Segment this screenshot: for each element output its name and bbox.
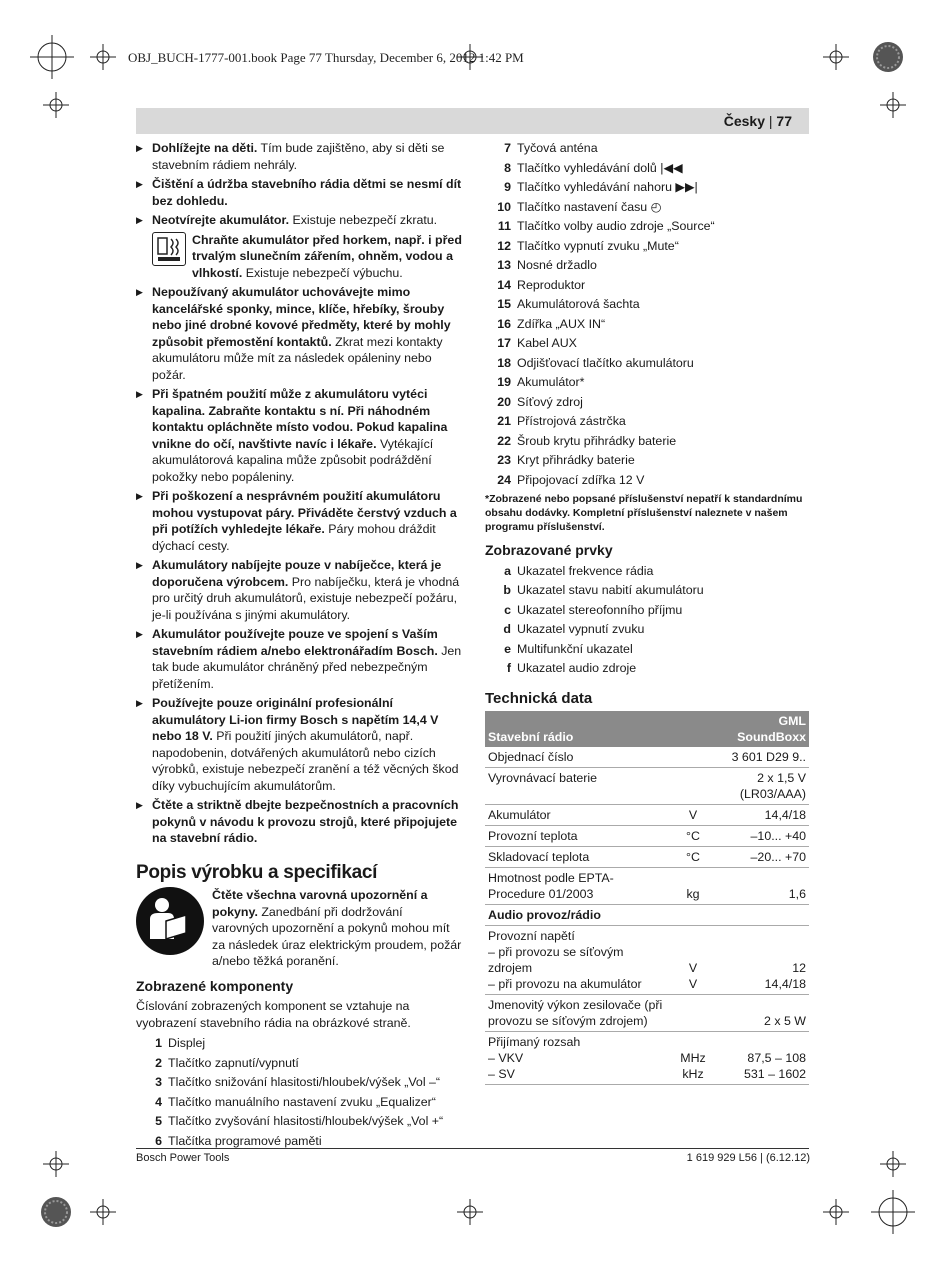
list-item: 20 Síťový zdroj xyxy=(497,394,583,409)
heat-warning: Chraňte akumulátor před horkem, např. i před trvalým slunečním zářením, ohněm, vodou a vlhkostí. Existuje nebezpečí výbuchu. xyxy=(152,232,462,282)
components-intro: Číslování zobrazených komponent se vztahuje na vyobrazení stavebního rádia na obrázkové straně. xyxy=(136,999,411,1030)
list-item: 12 Tlačítko vypnutí zvuku „Mute“ xyxy=(497,238,679,253)
list-item: 13 Nosné držadlo xyxy=(497,258,597,272)
left-column xyxy=(136,140,462,1152)
safety-bullet: ▶ Akumulátory nabíjejte pouze v nabíječce, která je doporučena výrobcem. Pro nabíječku, která je vhodná pro určitý druh akumulátorů, existuje nebezpečí požáru, je-li používána s jinými akumulátory. xyxy=(136,557,462,623)
components-list xyxy=(136,1035,462,1149)
crop-line: OBJ_BUCH-1777-001.book Page 77 Thursday, December 6, 2012 1:42 PM xyxy=(128,50,524,65)
safety-bullet: ▶ Čtěte a striktně dbejte bezpečnostních a pracovních pokynů v návodu k provozu strojů, které připojujete na stavební rádio. xyxy=(136,797,462,847)
list-item: 21 Přístrojová zástrčka xyxy=(497,414,626,428)
safety-bullet: ▶ Dohlížejte na děti. Tím bude zajištěno, aby si děti se stavebním rádiem nehrály. xyxy=(136,140,462,173)
table-row: Vyrovnávací baterie 2 x 1,5 V (LR03/AAA) xyxy=(485,768,809,805)
safety-bullet: ▶ Akumulátor používejte pouze ve spojení s Vaším stavebním rádiem a/nebo elektronářadím Bosch. Jen tak bude akumulátor chráněný před nebezpečným přetížením. xyxy=(136,626,462,692)
list-item: 23 Kryt přihrádky baterie xyxy=(497,453,635,467)
tech-data-table xyxy=(485,711,809,1085)
table-header-row xyxy=(485,711,809,747)
right-column xyxy=(485,140,809,1085)
table-row: Přijímaný rozsah – VKV – SV MHz kHz 87,5 – 108 531 – 1602 xyxy=(485,1032,809,1085)
safety-note: Čtěte všechna varovná upozornění a pokyny. Zanedbání při dodržování varovných upozornění a pokynů mohou mít za následek úraz elektrickým proudem, požár a/nebo těžká poranění. xyxy=(136,887,462,970)
footer-brand: Bosch Power Tools xyxy=(136,1152,230,1164)
table-row: Objednací číslo 3 601 D29 9.. xyxy=(485,747,809,768)
table-row: Skladovací teplota °C –20... +70 xyxy=(485,847,809,868)
battery-heat-warning-icon xyxy=(152,232,186,266)
safety-bullet: ▶ Používejte pouze originální profesionální akumulátory Li-ion firmy Bosch s napětím 14,4 V nebo 18 V. Při použití jiných akumulátorů, např. napodobenin, dotvářených akumulátorů nebo cizích výrobků, existuje nebezpečí zranění a též věcných škod díky vybuchujícím akumulátorům. xyxy=(136,695,462,794)
list-item: 7 Tyčová anténa xyxy=(504,141,598,155)
read-manual-icon xyxy=(136,887,204,955)
table-group-row: Audio provoz/rádio xyxy=(485,905,809,926)
page-header: Česky | 77 xyxy=(723,113,792,129)
list-item: c Ukazatel stereofonního příjmu xyxy=(504,602,683,617)
list-item: 16 Zdířka „AUX IN“ xyxy=(497,316,606,331)
table-row: Provozní napětí – při provozu se síťovým zdrojem – při provozu na akumulátor V V 12 14,4/18 xyxy=(485,926,809,995)
list-item: f Ukazatel audio zdroje xyxy=(506,661,637,675)
table-header-right: GML SoundBoxx xyxy=(713,711,809,747)
list-item: 14 Reproduktor xyxy=(497,277,586,292)
table-row: Hmotnost podle EPTA-Procedure 01/2003 kg 1,6 xyxy=(485,868,809,905)
footer-doc-number: 1 619 929 L56 | (6.12.12) xyxy=(686,1152,810,1164)
list-item: 8 Tlačítko vyhledávání dolů |◀◀ xyxy=(504,160,683,175)
table-row: Provozní teplota °C –10... +40 xyxy=(485,826,809,847)
list-item: 22 Šroub krytu přihrádky baterie xyxy=(497,433,677,448)
list-item: 15 Akumulátorová šachta xyxy=(497,297,640,311)
safety-bullet: ▶ Při špatném použití může z akumulátoru vytéci kapalina. Zabraňte kontaktu s ní. Při náhodném kontaktu opláchněte místo vodou. Pokud kapalina vnikne do očí, navštivte navíc i lékaře. Vytékající akumulátorová kapalina může způsobit podráždění pokožky nebo popáleniny. xyxy=(136,386,462,485)
safety-bullet: ▶ Při poškození a nesprávném použití akumulátoru mohou vystupovat páry. Přiváděte čerstvý vzduch a při potížích vyhledejte lékaře. Páry mohou dráždit dýchací cesty. xyxy=(136,488,462,554)
section-title: Popis výrobku a specifikací xyxy=(136,861,378,883)
components-title: Zobrazené komponenty xyxy=(136,977,294,994)
accessory-note: *Zobrazené nebo popsané příslušenství nepatří k standardnímu obsahu dodávky. Kompletní příslušenství naleznete v našem programu příslušenství. xyxy=(485,493,803,533)
list-item: 24 Připojovací zdířka 12 V xyxy=(497,472,645,487)
safety-bullet: ▶ Čištění a údržba stavebního rádia dětmi se nesmí dít bez dohledu. xyxy=(136,176,462,209)
components-list-continued xyxy=(485,140,809,488)
tech-title: Technická data xyxy=(485,689,593,707)
list-item: 6 Tlačítka programové paměti xyxy=(155,1133,322,1148)
list-item: 5 Tlačítko zvyšování hlasitosti/hloubek/výšek „Vol +“ xyxy=(155,1114,444,1128)
table-header-left: Stavební rádio xyxy=(485,711,713,747)
page-number: 77 xyxy=(776,113,792,129)
header-bar xyxy=(136,108,809,134)
table-row: Jmenovitý výkon zesilovače (při provozu se síťovým zdrojem) 2 x 5 W xyxy=(485,995,809,1032)
list-item: d Ukazatel vypnutí zvuku xyxy=(503,622,645,636)
list-item: 18 Odjišťovací tlačítko akumulátoru xyxy=(497,355,694,370)
list-item: 9 Tlačítko vyhledávání nahoru ▶▶| xyxy=(504,180,698,194)
display-title: Zobrazované prvky xyxy=(485,542,613,558)
footer-divider xyxy=(136,1148,809,1149)
safety-bullet: ▶ Neotvírejte akumulátor. Existuje nebezpečí zkratu. xyxy=(136,212,462,229)
list-item: b Ukazatel stavu nabití akumulátoru xyxy=(503,583,704,597)
table-row: Akumulátor V 14,4/18 xyxy=(485,805,809,826)
list-item: 10 Tlačítko nastavení času ◴ xyxy=(497,199,662,214)
display-list xyxy=(485,563,809,677)
list-item: e Multifunkční ukazatel xyxy=(504,641,633,656)
list-item: 3 Tlačítko snižování hlasitosti/hloubek/výšek „Vol –“ xyxy=(155,1075,441,1089)
list-item: 19 Akumulátor* xyxy=(497,375,585,389)
list-item: 2 Tlačítko zapnutí/vypnutí xyxy=(155,1055,299,1070)
header-language: Česky xyxy=(723,113,765,129)
safety-bullet: ▶ Nepoužívaný akumulátor uchovávejte mimo kancelářské sponky, mince, klíče, hřebíky, šrouby nebo jiné drobné kovové předměty, které by mohly způsobit přemostění kontaktů. Zkrat mezi kontakty akumulátoru může mít za následek opáleniny nebo požár. xyxy=(136,284,462,383)
list-item: 17 Kabel AUX xyxy=(497,336,577,350)
list-item: a Ukazatel frekvence rádia xyxy=(504,563,654,578)
list-item: 4 Tlačítko manuálního nastavení zvuku „Equalizer“ xyxy=(155,1094,436,1109)
list-item: 11 Tlačítko volby audio zdroje „Source“ xyxy=(497,219,715,233)
list-item: 1 Displej xyxy=(155,1036,206,1050)
